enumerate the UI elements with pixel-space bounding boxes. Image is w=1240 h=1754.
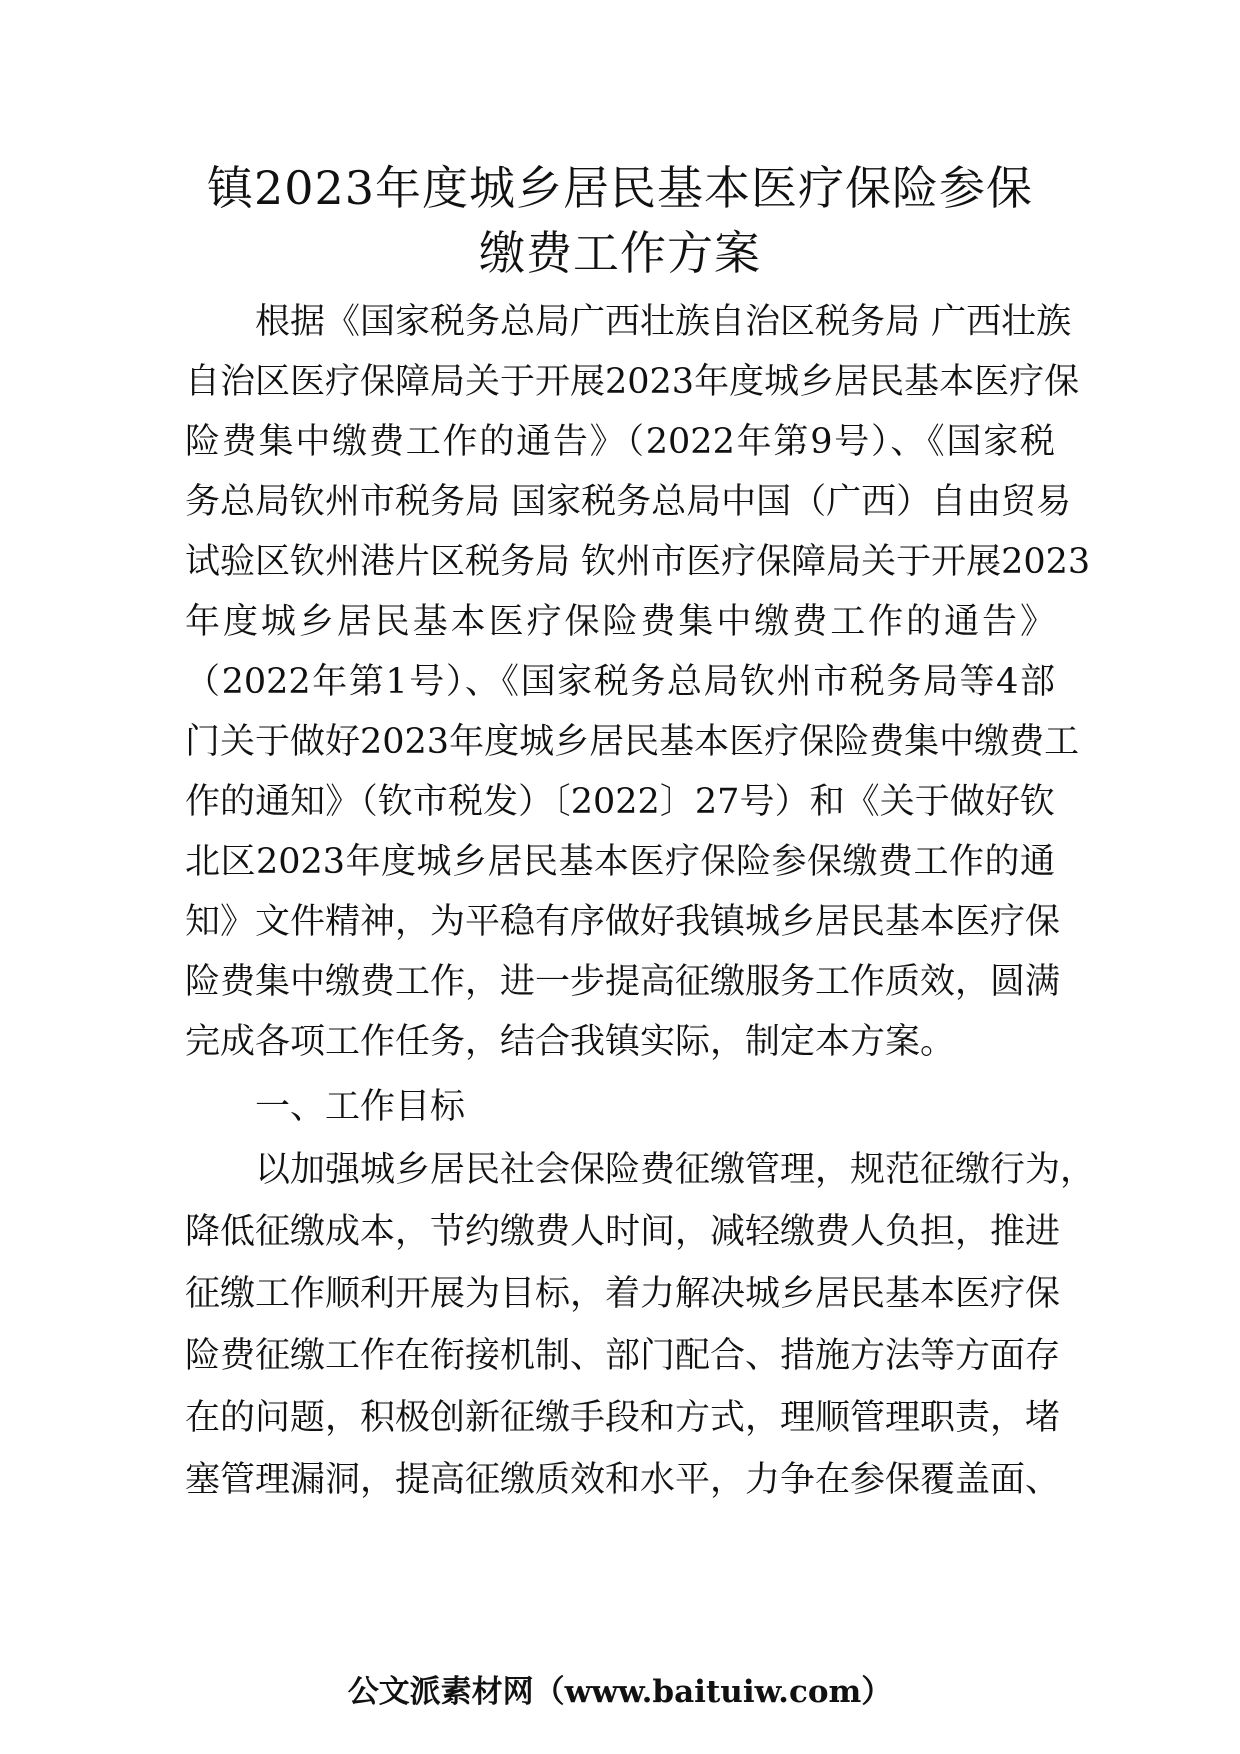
document-title-line-1: 镇2023年度城乡居民基本医疗保险参保 — [206, 161, 1034, 215]
paragraph-line: 险费集中缴费工作，进一步提高征缴服务工作质效，圆满 — [185, 962, 1061, 1002]
paragraph-line: 门关于做好2023年度城乡居民基本医疗保险费集中缴费工 — [185, 722, 1080, 762]
section-heading: 一、工作目标 — [255, 1087, 466, 1127]
paragraph-line: 年度城乡居民基本医疗保险费集中缴费工作的通告》 — [185, 602, 1055, 642]
footer-watermark: 公文派素材网（www.baituiw.com） — [347, 1674, 893, 1710]
paragraph-line: 以加强城乡居民社会保险费征缴管理，规范征缴行为， — [255, 1150, 1096, 1190]
paragraph-line: 降低征缴成本，节约缴费人时间，减轻缴费人负担，推进 — [185, 1212, 1061, 1252]
paragraph-line: 试验区钦州港片区税务局 钦州市医疗保障局关于开展2023 — [185, 542, 1091, 582]
paragraph-line: 完成各项工作任务，结合我镇实际，制定本方案。 — [185, 1022, 956, 1062]
paragraph-line: 知》文件精神，为平稳有序做好我镇城乡居民基本医疗保 — [185, 902, 1061, 942]
paragraph-line: 根据《国家税务总局广西壮族自治区税务局 广西壮族 — [255, 302, 1072, 342]
paragraph-line: 务总局钦州市税务局 国家税务总局中国（广西）自由贸易 — [185, 482, 1072, 522]
paragraph-line: 在的问题，积极创新征缴手段和方式，理顺管理职责，堵 — [185, 1398, 1061, 1438]
paragraph-line: 自治区医疗保障局关于开展2023年度城乡居民基本医疗保 — [185, 362, 1080, 402]
paragraph-line: 征缴工作顺利开展为目标，着力解决城乡居民基本医疗保 — [185, 1274, 1061, 1314]
paragraph-line: （2022年第1号）、《国家税务总局钦州市税务局等4部 — [185, 662, 1055, 702]
paragraph-line: 北区2023年度城乡居民基本医疗保险参保缴费工作的通 — [185, 842, 1055, 882]
paragraph-line: 作的通知》（钦市税发）〔2022〕27号）和《关于做好钦 — [185, 782, 1055, 822]
paragraph-line: 险费集中缴费工作的通告》（2022年第9号）、《国家税 — [185, 422, 1055, 462]
paragraph-line: 塞管理漏洞，提高征缴质效和水平，力争在参保覆盖面、 — [185, 1460, 1061, 1500]
paragraph-line: 险费征缴工作在衔接机制、部门配合、措施方法等方面存 — [185, 1336, 1061, 1376]
document-title-line-2: 缴费工作方案 — [479, 226, 761, 280]
